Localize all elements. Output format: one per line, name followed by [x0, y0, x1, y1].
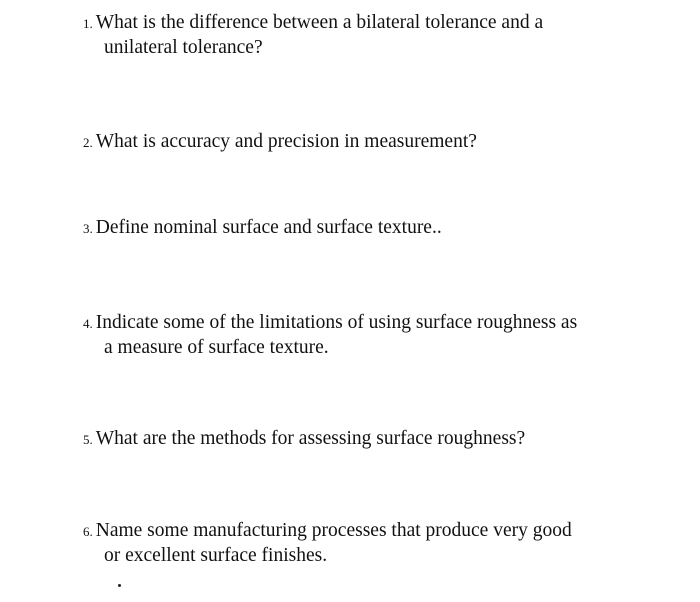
question-6 — [83, 519, 643, 568]
question-6-number: 6. — [83, 524, 93, 539]
question-3-text: Define nominal surface and surface texture.. — [95, 217, 442, 238]
question-1 — [83, 11, 643, 60]
question-2-text: What is accuracy and precision in measurement? — [95, 131, 477, 152]
stray-dot-mark — [118, 584, 121, 587]
question-4-line-2: a measure of surface texture. — [104, 337, 329, 358]
question-6-text: Name some manufacturing processes that produce very good — [95, 520, 572, 541]
question-5 — [83, 427, 643, 452]
question-4-number: 4. — [83, 316, 93, 331]
question-3-number: 3. — [83, 221, 93, 236]
question-3-line-1 — [83, 216, 643, 241]
question-1-text: What is the difference between a bilateral tolerance and a — [95, 12, 544, 33]
question-4 — [83, 311, 643, 360]
question-3 — [83, 216, 643, 241]
question-5-text: What are the methods for assessing surface roughness? — [95, 428, 526, 449]
question-4-text: Indicate some of the limitations of using surface roughness as — [95, 312, 578, 333]
question-6-line-2: or excellent surface finishes. — [104, 545, 328, 566]
question-1-line-1 — [83, 11, 643, 36]
question-5-number: 5. — [83, 432, 93, 447]
question-6-line-1 — [83, 519, 643, 544]
question-4-line-1 — [83, 311, 643, 336]
question-5-line-1 — [83, 427, 643, 452]
question-1-number: 1. — [83, 16, 93, 31]
question-2-number: 2. — [83, 135, 93, 150]
question-2 — [83, 130, 643, 155]
question-2-line-1 — [83, 130, 643, 155]
question-1-line-2: unilateral tolerance? — [104, 37, 263, 58]
